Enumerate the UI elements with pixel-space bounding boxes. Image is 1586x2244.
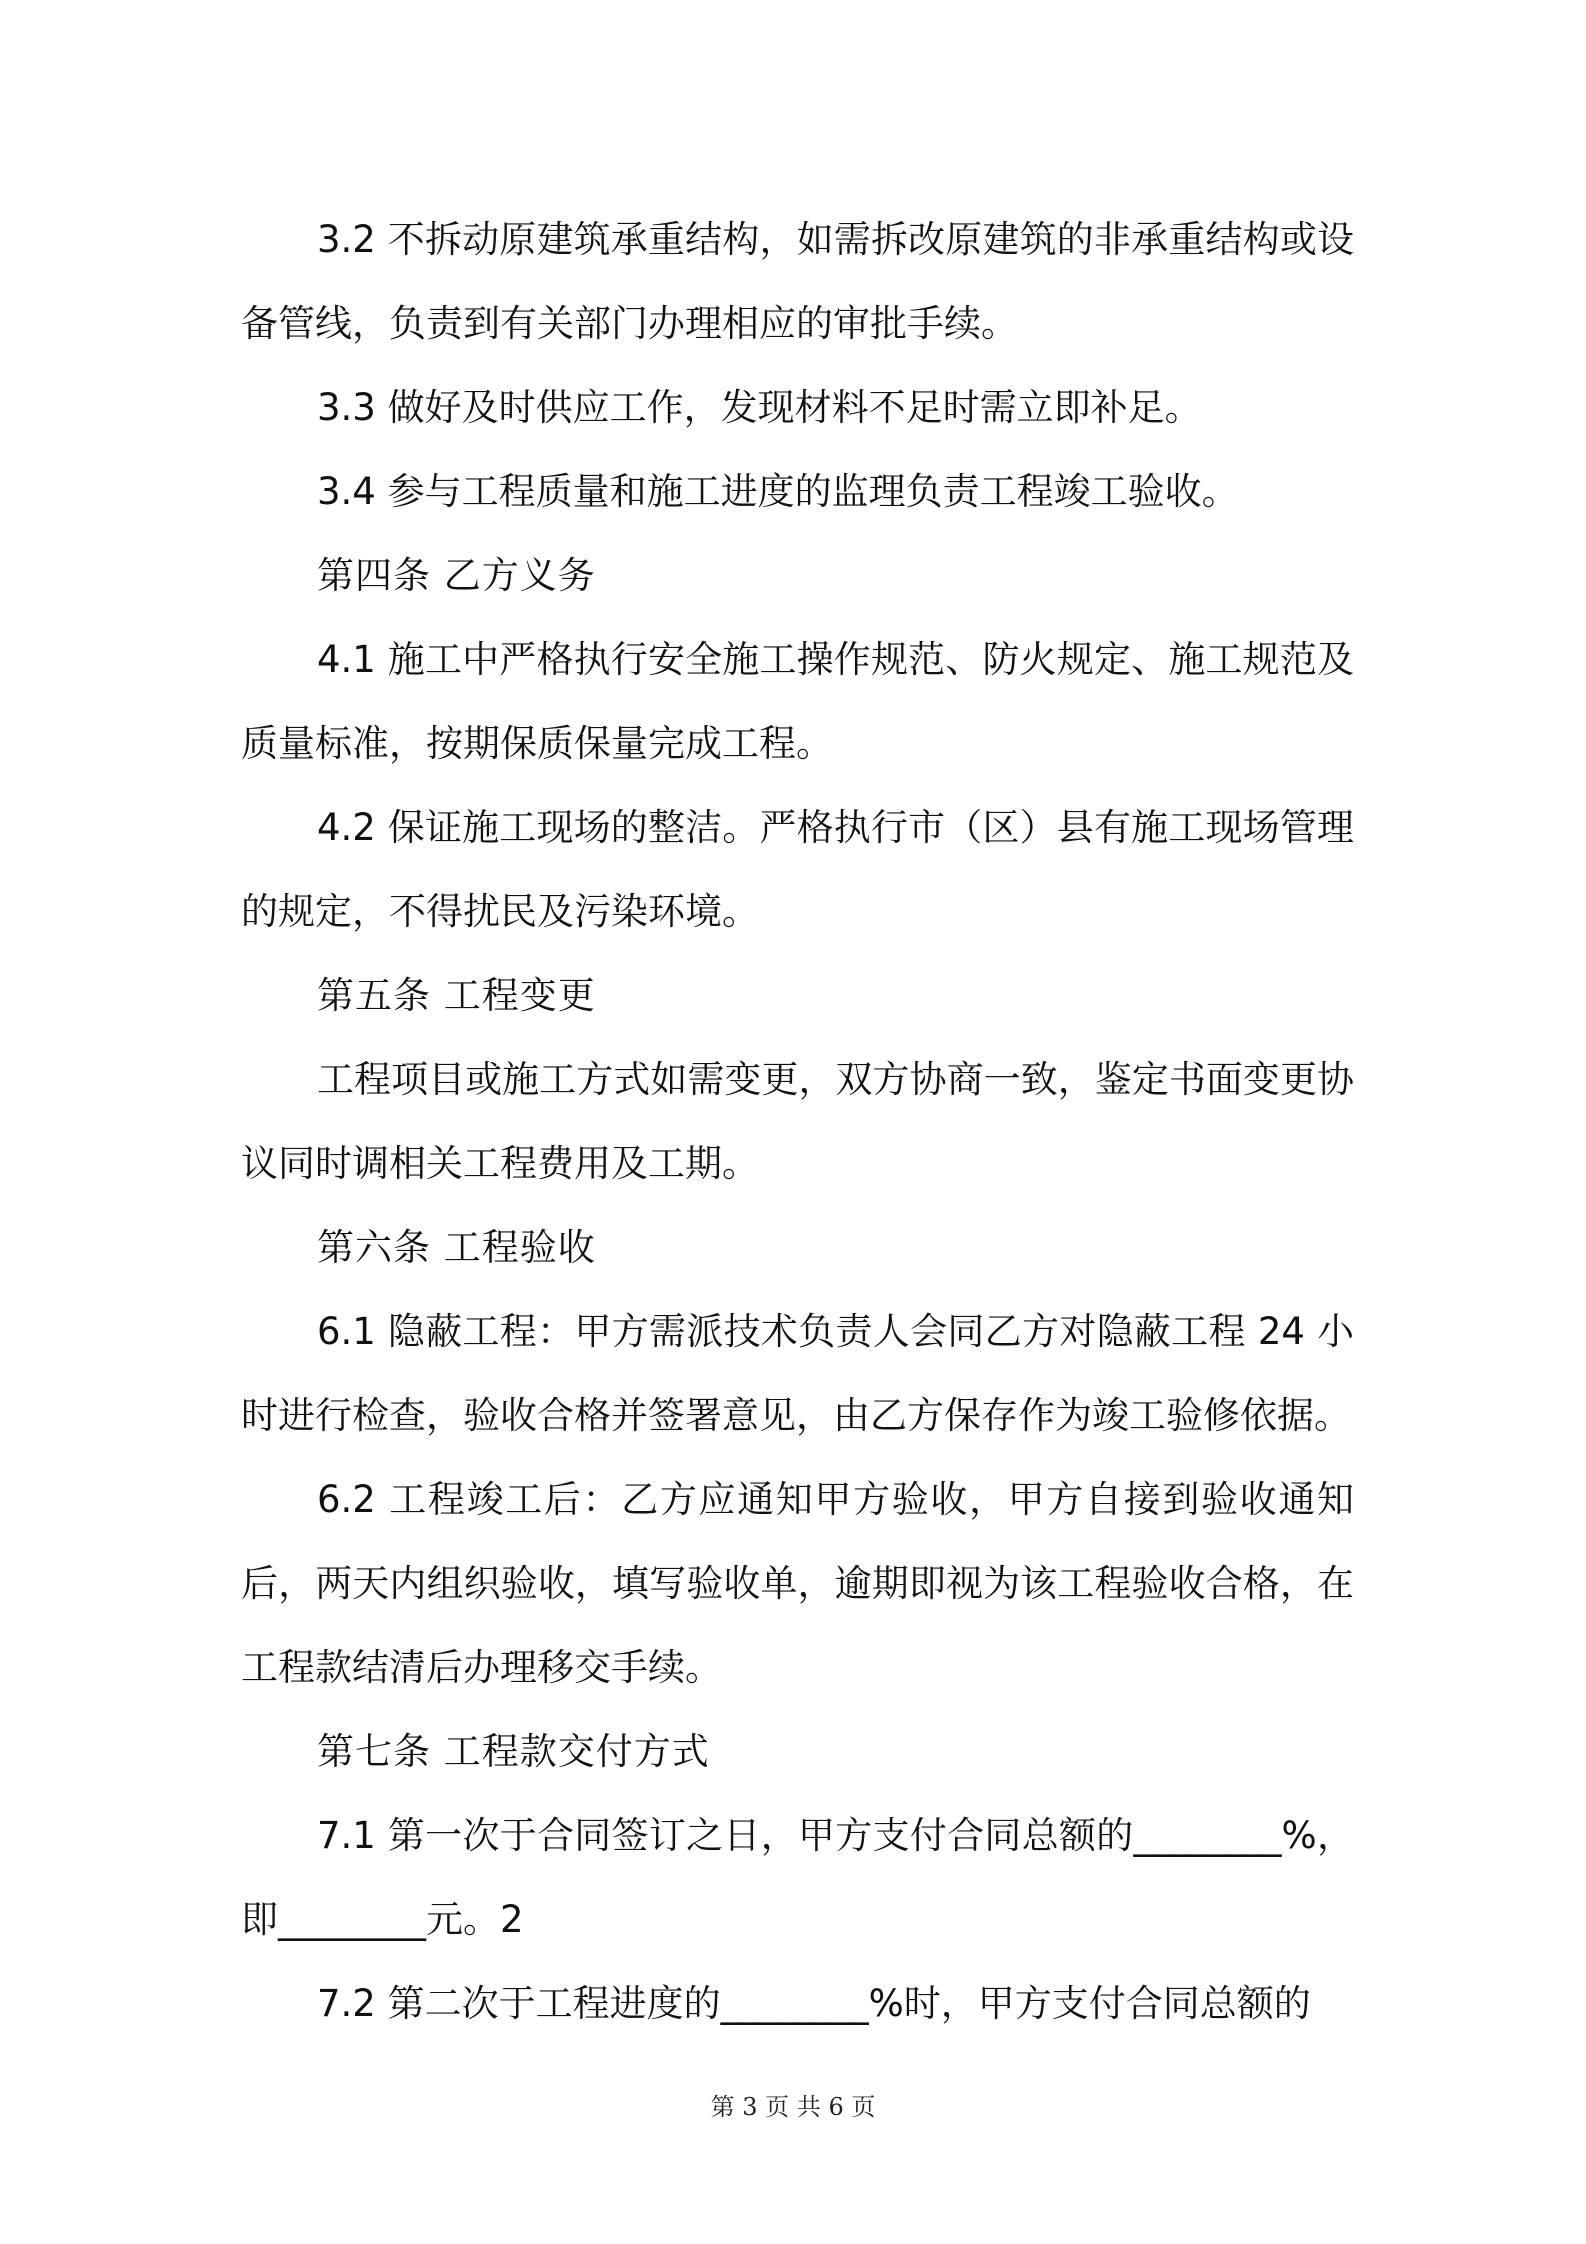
page-number-footer: 第 3 页 共 6 页: [710, 2093, 876, 2121]
paragraph-3-3: 3.3 做好及时供应工作，发现材料不足时需立即补足。: [317, 386, 1202, 429]
paragraph-4-2: 4.2 保证施工现场的整洁。严格执行市（区）县有施工现场管理的规定，不得扰民及污染环境。: [241, 806, 1354, 933]
document-body: [241, 198, 1354, 2046]
paragraph-4-1: 4.1 施工中严格执行安全施工操作规范、防火规定、施工规范及质量标准，按期保质保量完成工程。: [241, 638, 1354, 765]
article-5-heading: 第五条 工程变更: [317, 974, 596, 1017]
paragraph-7-1: 7.1 第一次于合同签订之日，甲方支付合同总额的________%，即________元。2: [241, 1814, 1354, 1941]
article-6-heading: 第六条 工程验收: [317, 1226, 596, 1269]
paragraph-3-2: 3.2 不拆动原建筑承重结构，如需拆改原建筑的非承重结构或设备管线，负责到有关部门办理相应的审批手续。: [241, 218, 1354, 345]
paragraph-6-2: 6.2 工程竣工后：乙方应通知甲方验收，甲方自接到验收通知后，两天内组织验收，填写验收单，逾期即视为该工程验收合格，在工程款结清后办理移交手续。: [241, 1478, 1354, 1689]
article-7-heading: 第七条 工程款交付方式: [317, 1730, 710, 1773]
paragraph-6-1: 6.1 隐蔽工程：甲方需派技术负责人会同乙方对隐蔽工程 24 小时进行检查，验收合格并签署意见，由乙方保存作为竣工验修依据。: [241, 1310, 1354, 1437]
paragraph-3-4: 3.4 参与工程质量和施工进度的监理负责工程竣工验收。: [317, 470, 1239, 513]
paragraph-7-2: 7.2 第二次于工程进度的________%时，甲方支付合同总额的: [317, 1982, 1311, 2025]
paragraph-5-body: 工程项目或施工方式如需变更，双方协商一致，鉴定书面变更协议同时调相关工程费用及工期。: [241, 1058, 1354, 1185]
article-4-heading: 第四条 乙方义务: [317, 554, 596, 597]
